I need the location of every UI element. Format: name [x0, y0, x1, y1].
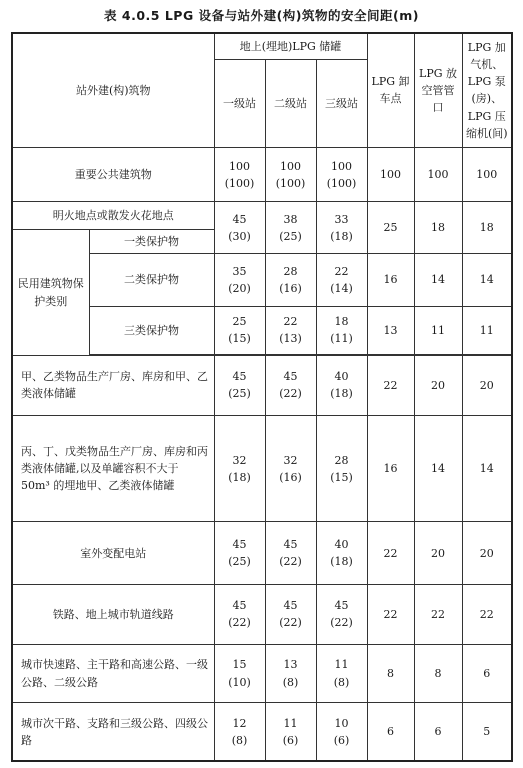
cell-dispenser: 5 [462, 703, 512, 761]
cell-vent: 14 [414, 254, 462, 306]
table-row [12, 522, 512, 584]
cell-grade-2: 32 (16) [265, 416, 316, 522]
table-row [12, 703, 512, 761]
cell-grade-2: 13 (8) [265, 644, 316, 702]
cell-grade-3: 28 (15) [316, 416, 367, 522]
header-dispenser: LPG 加气机、LPG 泵(房)、LPG 压缩机(间) [462, 33, 512, 147]
table-row [12, 416, 512, 522]
header-row-1 [12, 33, 512, 59]
cell-dispenser: 20 [462, 355, 512, 415]
cell-dispenser: 14 [462, 416, 512, 522]
civil-class-label: 民用建筑物保护类别 [12, 230, 89, 355]
cell-grade-3: 33 (18) [316, 202, 367, 254]
table-row [12, 584, 512, 644]
cell-grade-1: 45 (30) [214, 202, 265, 254]
cell-grade-1: 35 (20) [214, 254, 265, 306]
cell-dispenser: 20 [462, 522, 512, 584]
cell-vent: 22 [414, 584, 462, 644]
cell-grade-1: 100 (100) [214, 147, 265, 201]
cell-dispenser: 18 [462, 202, 512, 254]
cell-vent: 20 [414, 522, 462, 584]
cell-unload: 16 [367, 254, 414, 306]
cell-grade-3: 11 (8) [316, 644, 367, 702]
row-label: 城市快速路、主干路和高速公路、一级公路、二级公路 [12, 644, 214, 702]
table-row [12, 644, 512, 702]
cell-dispenser: 14 [462, 254, 512, 306]
cell-grade-3: 18 (11) [316, 306, 367, 354]
table-row [12, 202, 512, 230]
cell-dispenser: 6 [462, 644, 512, 702]
cell-vent: 20 [414, 355, 462, 415]
table-title: 表 4.0.5 LPG 设备与站外建(构)筑物的安全间距(m) [104, 8, 419, 23]
header-unload: LPG 卸车点 [367, 33, 414, 147]
row-label: 三类保护物 [89, 306, 214, 354]
cell-grade-2: 45 (22) [265, 584, 316, 644]
cell-grade-2: 45 (22) [265, 522, 316, 584]
cell-grade-2: 22 (13) [265, 306, 316, 354]
cell-unload: 22 [367, 584, 414, 644]
cell-grade-3: 45 (22) [316, 584, 367, 644]
cell-grade-1: 45 (25) [214, 522, 265, 584]
cell-unload: 6 [367, 703, 414, 761]
cell-vent: 8 [414, 644, 462, 702]
row-label: 城市次干路、支路和三级公路、四级公路 [12, 703, 214, 761]
cell-grade-1: 45 (22) [214, 584, 265, 644]
header-object: 站外建(构)筑物 [12, 33, 214, 147]
cell-grade-1: 25 (15) [214, 306, 265, 354]
header-tank-group: 地上(埋地)LPG 储罐 [214, 33, 367, 59]
header-grade-2: 二级站 [265, 59, 316, 147]
row-label: 铁路、地上城市轨道线路 [12, 584, 214, 644]
cell-vent: 14 [414, 416, 462, 522]
cell-vent: 18 [414, 202, 462, 254]
header-grade-1: 一级站 [214, 59, 265, 147]
cell-dispenser: 11 [462, 306, 512, 354]
header-grade-3: 三级站 [316, 59, 367, 147]
cell-unload: 8 [367, 644, 414, 702]
cell-unload: 25 [367, 202, 414, 254]
table-row [12, 355, 512, 415]
cell-unload: 22 [367, 522, 414, 584]
row-label: 重要公共建筑物 [12, 147, 214, 201]
cell-vent: 11 [414, 306, 462, 354]
cell-dispenser: 22 [462, 584, 512, 644]
row-label: 丙、丁、戊类物品生产厂房、库房和丙类液体储罐,以及单罐容积不大于 50m³ 的埋地甲、乙类液体储罐 [12, 416, 214, 522]
cell-grade-1: 15 (10) [214, 644, 265, 702]
row-label: 二类保护物 [89, 254, 214, 306]
cell-grade-1: 45 (25) [214, 355, 265, 415]
cell-unload: 16 [367, 416, 414, 522]
cell-vent: 6 [414, 703, 462, 761]
cell-grade-2: 28 (16) [265, 254, 316, 306]
cell-grade-3: 22 (14) [316, 254, 367, 306]
cell-grade-3: 40 (18) [316, 355, 367, 415]
cell-dispenser: 100 [462, 147, 512, 201]
cell-unload: 22 [367, 355, 414, 415]
table-row [12, 147, 512, 201]
row-label: 室外变配电站 [12, 522, 214, 584]
header-vent: LPG 放空管管口 [414, 33, 462, 147]
cell-grade-3: 100 (100) [316, 147, 367, 201]
cell-vent: 100 [414, 147, 462, 201]
cell-grade-3: 40 (18) [316, 522, 367, 584]
cell-grade-2: 11 (6) [265, 703, 316, 761]
cell-unload: 100 [367, 147, 414, 201]
cell-grade-3: 10 (6) [316, 703, 367, 761]
row-label: 明火地点或散发火花地点 [12, 202, 214, 230]
cell-grade-1: 12 (8) [214, 703, 265, 761]
cell-grade-2: 38 (25) [265, 202, 316, 254]
cell-grade-1: 32 (18) [214, 416, 265, 522]
row-label: 一类保护物 [89, 230, 214, 254]
cell-unload: 13 [367, 306, 414, 354]
cell-grade-2: 45 (22) [265, 355, 316, 415]
safety-distance-table [11, 32, 513, 762]
row-label: 甲、乙类物品生产厂房、库房和甲、乙类液体储罐 [12, 355, 214, 415]
cell-grade-2: 100 (100) [265, 147, 316, 201]
